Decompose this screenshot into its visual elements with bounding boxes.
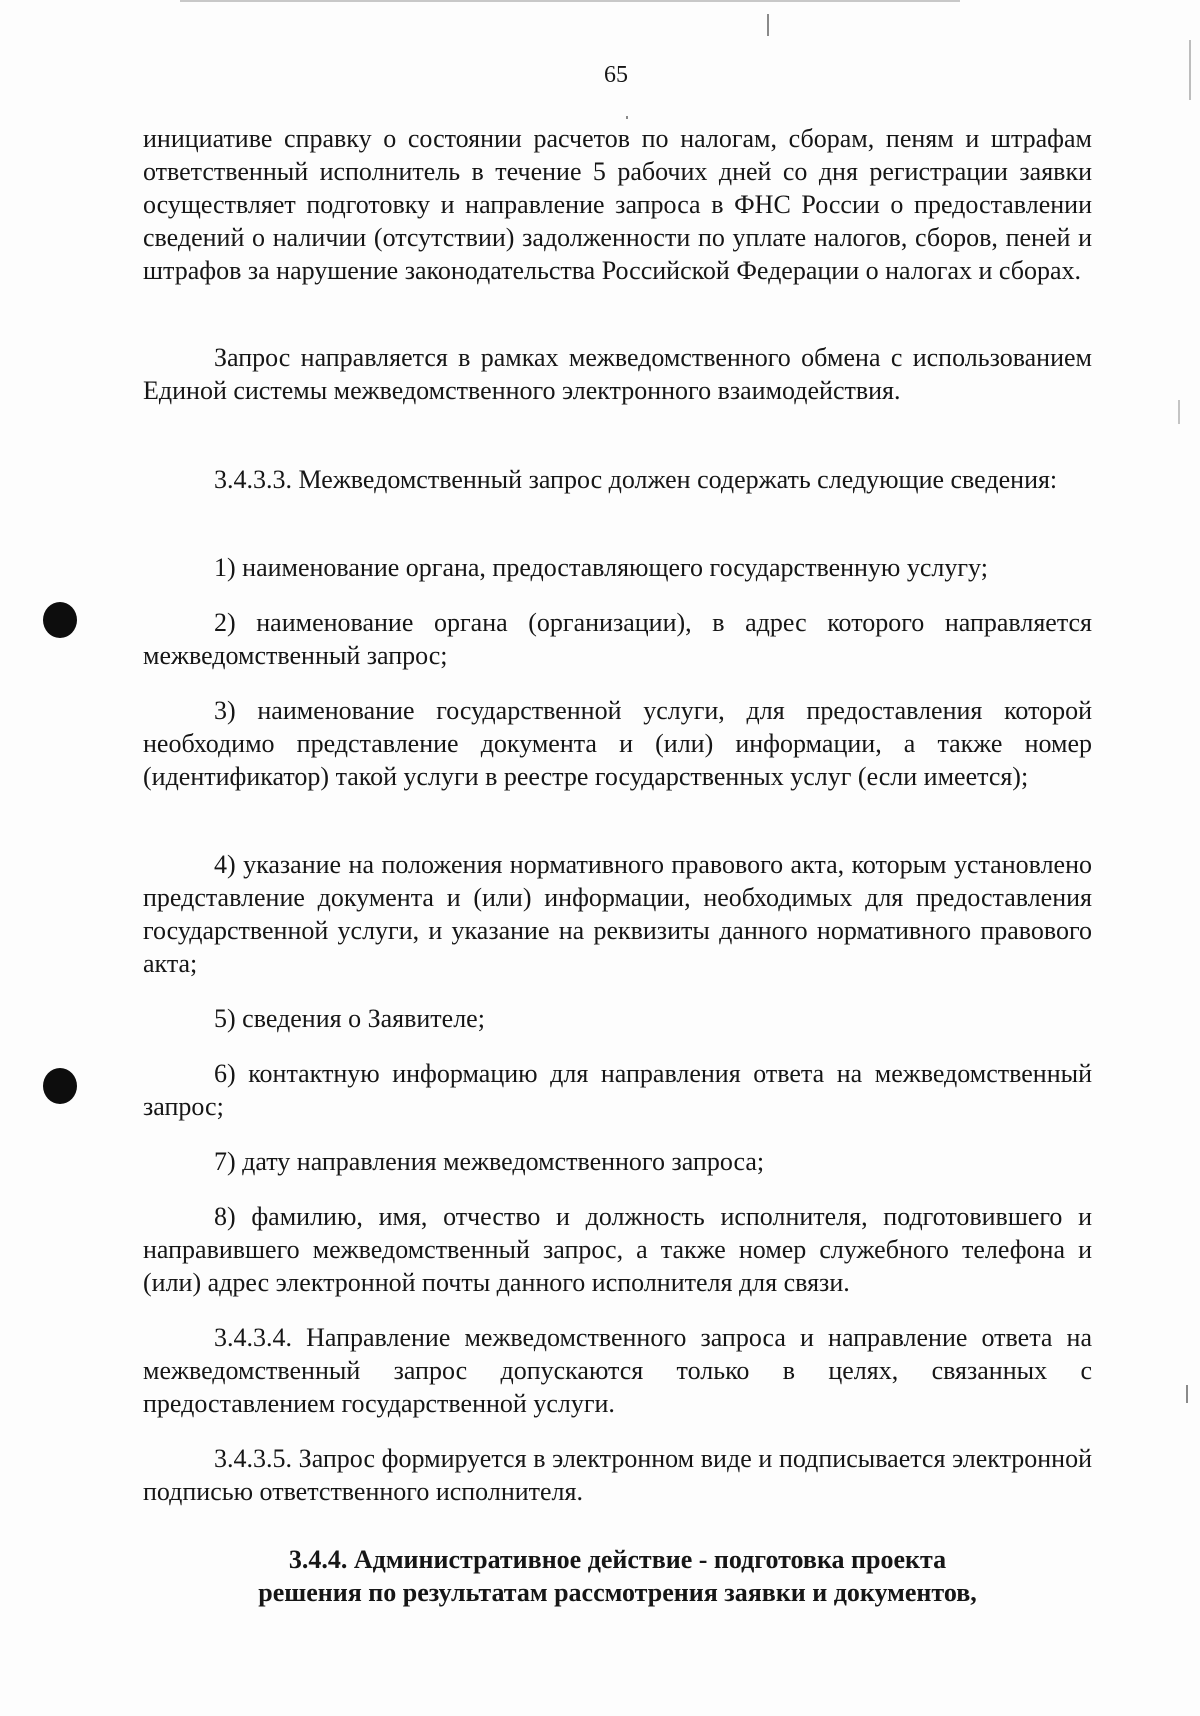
section-heading-line-1: 3.4.4. Административное действие - подготовка проекта: [288, 1545, 947, 1574]
paragraph-3-4-3-3: 3.4.3.3. Межведомственный запрос должен содержать следующие сведения:: [214, 465, 1058, 494]
section-heading-line-2: решения по результатам рассмотрения заявки и документов,: [258, 1578, 977, 1607]
list-item-3: 3) наименование государственной услуги, для предоставления которой необходимо представление документа и (или) информации, а также номер (идентификатор) такой услуги в реестре государственных услуг (если имеется);: [143, 696, 1092, 791]
scan-speck: [626, 116, 628, 119]
list-item-2: 2) наименование органа (организации), в адрес которого направляется межведомственный запрос;: [143, 608, 1092, 670]
paragraph-request-channel: Запрос направляется в рамках межведомственного обмена с использованием Единой системы межведомственного электронного взаимодействия.: [143, 343, 1092, 405]
list-item-8: 8) фамилию, имя, отчество и должность исполнителя, подготовившего и направившего межведомственный запрос, а также номер служебного телефона и (или) адрес электронной почты данного исполнителя для связи.: [143, 1202, 1092, 1297]
punch-hole-mark: [43, 1068, 77, 1104]
scan-speck: [1178, 400, 1180, 424]
scan-speck: [1189, 40, 1191, 100]
list-item-4: 4) указание на положения нормативного правового акта, которым установлено представление документа и (или) информации, необходимых для предоставления государственной услуги, и указание на реквизиты данного нормативного правового акта;: [143, 850, 1092, 978]
list-item-1: 1) наименование органа, предоставляющего государственную услугу;: [214, 553, 988, 582]
scan-speck: [1186, 1385, 1188, 1403]
list-item-5: 5) сведения о Заявителе;: [214, 1004, 485, 1033]
scan-edge-line: [180, 0, 960, 2]
punch-hole-mark: [43, 602, 77, 638]
page-number: 65: [604, 62, 628, 88]
paragraph-3-4-3-4: 3.4.3.4. Направление межведомственного запроса и направление ответа на межведомственный запрос допускаются только в целях, связанных с предоставлением государственной услуги.: [143, 1323, 1092, 1418]
paragraph-continuation: инициативе справку о состоянии расчетов по налогам, сборам, пеням и штрафам ответственный исполнитель в течение 5 рабочих дней со дня регистрации заявки осуществляет подготовку и направление запроса в ФНС России о предоставлении сведений о наличии (отсутствии) задолженности по уплате налогов, сборов, пеней и штрафов за нарушение законодательства Российской Федерации о налогах и сборах.: [143, 124, 1092, 285]
scan-speck: [767, 14, 769, 36]
list-item-7: 7) дату направления межведомственного запроса;: [214, 1147, 765, 1176]
paragraph-3-4-3-5: 3.4.3.5. Запрос формируется в электронном виде и подписывается электронной подписью ответственного исполнителя.: [143, 1444, 1092, 1506]
list-item-6: 6) контактную информацию для направления ответа на межведомственный запрос;: [143, 1059, 1092, 1121]
